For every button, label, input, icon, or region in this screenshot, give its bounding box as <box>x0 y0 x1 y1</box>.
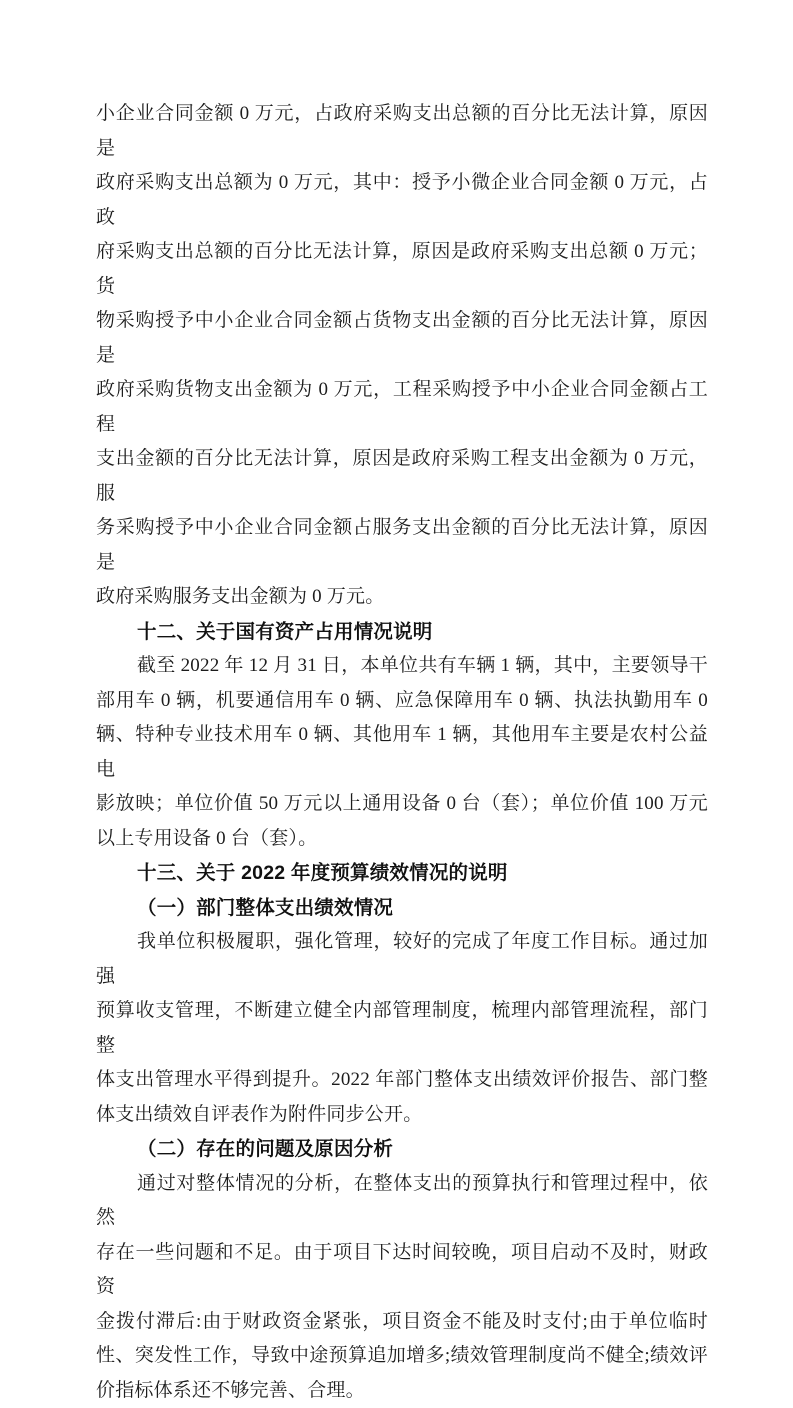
para-line: 金拨付滞后:由于财政资金紧张，项目资金不能及时支付;由于单位临时 <box>96 1305 708 1340</box>
para-line: 我单位积极履职，强化管理，较好的完成了年度工作目标。通过加强 <box>96 925 708 994</box>
para-line: 存在一些问题和不足。由于项目下达时间较晚，项目启动不及时，财政资 <box>96 1236 708 1305</box>
para-line: 价指标体系还不够完善、合理。 <box>96 1374 708 1408</box>
para-line: 以上专用设备 0 台（套）。 <box>96 822 708 857</box>
para-line: 支出金额的百分比无法计算，原因是政府采购工程支出金额为 0 万元，服 <box>96 442 708 511</box>
para-line: 务采购授予中小企业合同金额占服务支出金额的百分比无法计算，原因是 <box>96 511 708 580</box>
para-line: 部用车 0 辆，机要通信用车 0 辆、应急保障用车 0 辆、执法执勤用车 0 <box>96 684 708 719</box>
para-line: 预算收支管理，不断建立健全内部管理制度，梳理内部管理流程，部门整 <box>96 994 708 1063</box>
para-line: 辆、特种专业技术用车 0 辆、其他用车 1 辆，其他用车主要是农村公益电 <box>96 718 708 787</box>
para-line: 府采购支出总额的百分比无法计算，原因是政府采购支出总额 0 万元；货 <box>96 235 708 304</box>
section-heading-13: 十三、关于 2022 年度预算绩效情况的说明 <box>96 856 708 891</box>
para-line: 体支出绩效自评表作为附件同步公开。 <box>96 1098 708 1133</box>
para-line: 性、突发性工作，导致中途预算追加增多;绩效管理制度尚不健全;绩效评 <box>96 1339 708 1374</box>
para-line: 物采购授予中小企业合同金额占货物支出金额的百分比无法计算，原因是 <box>96 304 708 373</box>
para-line: 政府采购支出总额为 0 万元，其中：授予小微企业合同金额 0 万元，占政 <box>96 166 708 235</box>
para-line: 体支出管理水平得到提升。2022 年部门整体支出绩效评价报告、部门整 <box>96 1063 708 1098</box>
para-line: 影放映；单位价值 50 万元以上通用设备 0 台（套）；单位价值 100 万元 <box>96 787 708 822</box>
document-body <box>96 97 708 1408</box>
para-line: 政府采购货物支出金额为 0 万元，工程采购授予中小企业合同金额占工程 <box>96 373 708 442</box>
para-line: 政府采购服务支出金额为 0 万元。 <box>96 580 708 615</box>
para-line: 通过对整体情况的分析，在整体支出的预算执行和管理过程中，依然 <box>96 1167 708 1236</box>
para-line: 截至 2022 年 12 月 31 日，本单位共有车辆 1 辆，其中，主要领导干 <box>96 649 708 684</box>
para-line: 小企业合同金额 0 万元，占政府采购支出总额的百分比无法计算，原因是 <box>96 97 708 166</box>
section-heading-12: 十二、关于国有资产占用情况说明 <box>96 615 708 650</box>
subsection-heading-1: （一）部门整体支出绩效情况 <box>96 891 708 926</box>
subsection-heading-2: （二）存在的问题及原因分析 <box>96 1132 708 1167</box>
